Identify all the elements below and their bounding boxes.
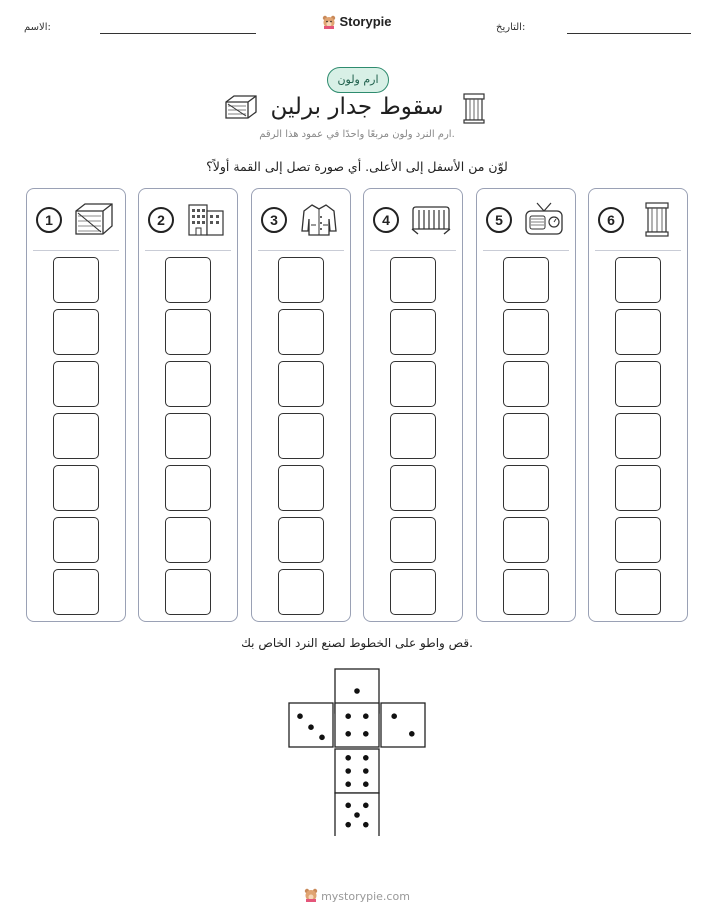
dice-pip bbox=[363, 731, 369, 737]
brand-name: Storypie bbox=[339, 14, 392, 29]
color-box[interactable] bbox=[615, 413, 661, 459]
dice-face-2 bbox=[381, 703, 425, 747]
date-label: التاريخ: bbox=[496, 22, 526, 33]
column-number: 4 bbox=[373, 207, 399, 233]
color-box[interactable] bbox=[53, 465, 99, 511]
dice-face-4 bbox=[335, 703, 379, 747]
column-2 bbox=[138, 188, 238, 622]
color-box[interactable] bbox=[53, 569, 99, 615]
dice-pip bbox=[345, 822, 351, 828]
dice-pip bbox=[363, 781, 369, 787]
color-box[interactable] bbox=[503, 569, 549, 615]
column-4 bbox=[363, 188, 463, 622]
column-1 bbox=[26, 188, 126, 622]
dice-pip bbox=[345, 731, 351, 737]
page-subtitle: ارم النرد ولون مربعًا واحدًا في عمود هذا الرقم. bbox=[259, 129, 455, 140]
column-3 bbox=[251, 188, 351, 622]
color-box[interactable] bbox=[53, 517, 99, 563]
dice-pip bbox=[345, 803, 351, 809]
color-box[interactable] bbox=[390, 517, 436, 563]
color-box[interactable] bbox=[53, 257, 99, 303]
color-box[interactable] bbox=[503, 309, 549, 355]
color-box[interactable] bbox=[165, 413, 211, 459]
color-box[interactable] bbox=[165, 257, 211, 303]
color-box[interactable] bbox=[615, 361, 661, 407]
date-line[interactable] bbox=[567, 33, 691, 34]
crate-icon bbox=[73, 201, 115, 237]
cut-instruction: قص واطو على الخطوط لصنع النرد الخاص بك. bbox=[241, 636, 473, 650]
color-box[interactable] bbox=[278, 309, 324, 355]
coloring-instruction: لوّن من الأسفل إلى الأعلى. أي صورة تصل إلى القمة أولاً؟ bbox=[206, 159, 508, 174]
dice-pip bbox=[354, 812, 360, 818]
column-divider bbox=[145, 250, 231, 251]
color-box[interactable] bbox=[165, 309, 211, 355]
bear-footer-icon bbox=[304, 888, 318, 905]
color-box[interactable] bbox=[615, 465, 661, 511]
column-number: 3 bbox=[261, 207, 287, 233]
dice-pip bbox=[308, 724, 314, 730]
dice-pip bbox=[345, 755, 351, 761]
barrier-icon bbox=[410, 201, 452, 237]
color-box[interactable] bbox=[503, 361, 549, 407]
column-divider bbox=[258, 250, 344, 251]
color-box[interactable] bbox=[615, 257, 661, 303]
name-line[interactable] bbox=[100, 33, 256, 34]
color-box[interactable] bbox=[53, 309, 99, 355]
dice-pip bbox=[363, 713, 369, 719]
color-box[interactable] bbox=[503, 517, 549, 563]
dice-pip bbox=[354, 688, 360, 694]
footer bbox=[0, 888, 714, 905]
dice-pip bbox=[391, 713, 397, 719]
color-box[interactable] bbox=[165, 569, 211, 615]
color-box[interactable] bbox=[390, 309, 436, 355]
column-number: 2 bbox=[148, 207, 174, 233]
column-number: 1 bbox=[36, 207, 62, 233]
radio-icon bbox=[523, 201, 565, 237]
color-box[interactable] bbox=[615, 569, 661, 615]
column-divider bbox=[370, 250, 456, 251]
color-box[interactable] bbox=[278, 569, 324, 615]
coat-icon bbox=[298, 201, 340, 237]
color-box[interactable] bbox=[278, 413, 324, 459]
dice-pip bbox=[363, 755, 369, 761]
color-box[interactable] bbox=[390, 257, 436, 303]
column-pillar-icon bbox=[635, 201, 677, 237]
column-divider bbox=[33, 250, 119, 251]
color-box[interactable] bbox=[165, 361, 211, 407]
color-box[interactable] bbox=[390, 465, 436, 511]
dice-pip bbox=[345, 781, 351, 787]
color-box[interactable] bbox=[278, 465, 324, 511]
dice-pip bbox=[409, 731, 415, 737]
column-divider bbox=[483, 250, 569, 251]
pillar-title-icon bbox=[462, 92, 486, 128]
color-box[interactable] bbox=[503, 465, 549, 511]
column-number: 5 bbox=[486, 207, 512, 233]
column-5 bbox=[476, 188, 576, 622]
color-box[interactable] bbox=[165, 517, 211, 563]
page-title: سقوط جدار برلين bbox=[270, 94, 444, 120]
color-box[interactable] bbox=[615, 517, 661, 563]
dice-pip bbox=[345, 713, 351, 719]
color-box[interactable] bbox=[278, 257, 324, 303]
dice-pip bbox=[363, 822, 369, 828]
dice-pip bbox=[363, 768, 369, 774]
color-box[interactable] bbox=[278, 517, 324, 563]
color-box[interactable] bbox=[615, 309, 661, 355]
name-label: الاسم: bbox=[24, 22, 51, 33]
dice-pip bbox=[319, 735, 325, 741]
dice-pip bbox=[363, 803, 369, 809]
column-divider bbox=[595, 250, 681, 251]
bear-logo-icon bbox=[322, 15, 336, 32]
color-box[interactable] bbox=[165, 465, 211, 511]
color-box[interactable] bbox=[390, 361, 436, 407]
color-box[interactable] bbox=[53, 361, 99, 407]
building-icon bbox=[185, 201, 227, 237]
dice-pip bbox=[297, 713, 303, 719]
color-box[interactable] bbox=[53, 413, 99, 459]
column-number: 6 bbox=[598, 207, 624, 233]
color-box[interactable] bbox=[390, 569, 436, 615]
brand-logo bbox=[0, 14, 714, 32]
color-box[interactable] bbox=[278, 361, 324, 407]
dice-net bbox=[288, 668, 426, 836]
column-6 bbox=[588, 188, 688, 622]
color-box[interactable] bbox=[503, 413, 549, 459]
roll-and-color-badge: ارم ولون bbox=[327, 67, 389, 93]
color-box[interactable] bbox=[503, 257, 549, 303]
color-box[interactable] bbox=[390, 413, 436, 459]
footer-url[interactable]: mystorypie.com bbox=[321, 890, 410, 903]
dice-face-6 bbox=[335, 749, 379, 793]
dice-pip bbox=[345, 768, 351, 774]
